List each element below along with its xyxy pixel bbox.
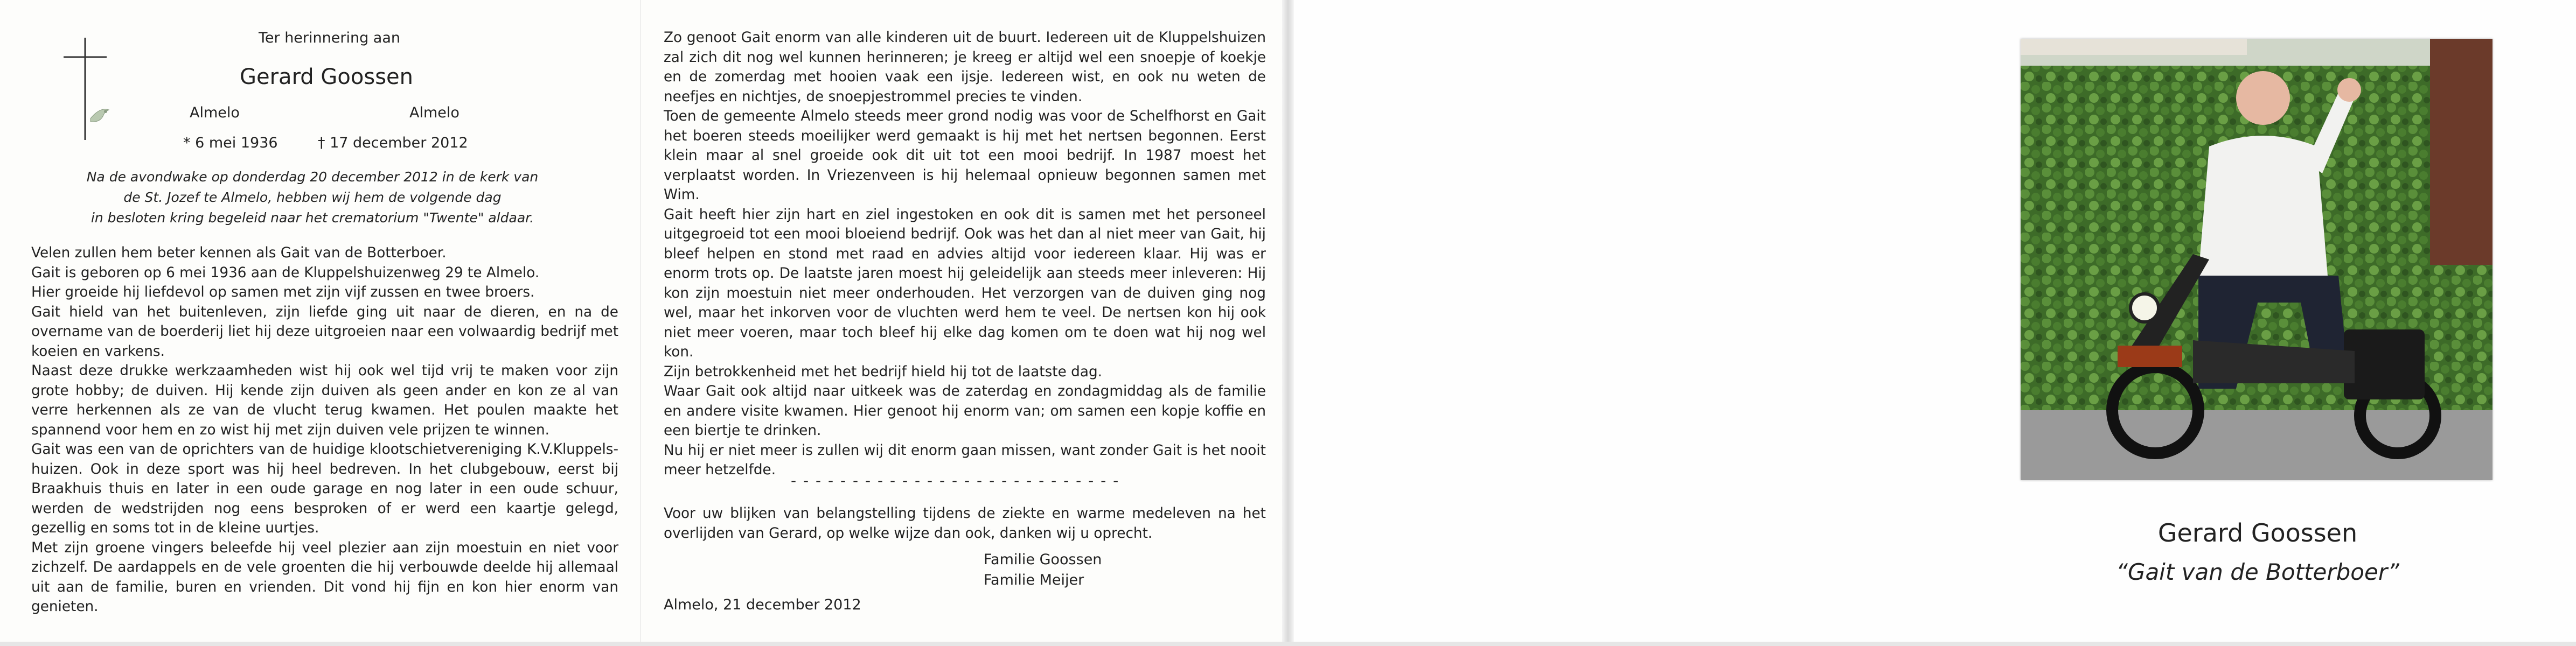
man-on-moped-photo xyxy=(2021,39,2493,480)
caption-name: Gerard Goossen xyxy=(2157,518,2358,547)
scan-edge xyxy=(0,642,2576,646)
in-memory-heading: Ter herinnering aan xyxy=(259,30,400,46)
death-date: † 17 december 2012 xyxy=(318,135,468,151)
paragraph: Gait is geboren op 6 mei 1936 aan de Kluppelshuizenweg 29 te Almelo. xyxy=(31,264,540,281)
paragraph: Gait heeft hier zijn hart en ziel ingestoken en ook dit is samen met het personeel uitgegroeid tot een mooi bloeiend bedrijf. Ook was het dan al niet meer van Gait, hij bleef helpen en stond met raad en advies altijd voor iedereen klaar. Hij was er enorm trots op. De laatste jaren moest hij geleidelijk aan steeds meer inleveren: Hij kon zijn moestuin niet meer onderhouden. Het verzorgen van de duiven ging nog wel, maar het inkorven voor de vluchten werd hem te veel. De nertsen kon hij ook niet meer voeren, maar toch bleef hij elke dag komen om te doen wat hij nog wel kon. xyxy=(664,206,1266,360)
funeral-intro xyxy=(65,167,560,228)
paragraph: Velen zullen hem beter kennen als Gait van de Botterboer. xyxy=(31,245,447,261)
birth-date: * 6 mei 1936 xyxy=(183,135,278,151)
caption-nickname: “Gait van de Botterboer” xyxy=(2116,559,2399,585)
paragraph: Gait was een van de oprichters van de huidige klootschietvereniging K.V.Kluppels-huizen. Ook in deze sport was hij heel bedreven. In het clubgebouw, eerst bij Braakhuis thuis en later in een oude garage en nog later in een oude schuur, werden de wedstrijden nog eens besproken of er werd een kaartje gelegd, gezellig en soms tot in de kleine uurtjes. xyxy=(31,441,618,536)
life-story-part-1 xyxy=(31,243,618,617)
cross-with-dove-icon xyxy=(64,38,112,140)
portrait-photo xyxy=(2021,39,2493,480)
paragraph: Naast deze drukke werkzaamheden wist hij ook wel tijd vrij te maken voor zijn grote hobby; de duiven. Hij kende zijn duiven als geen ander en kon ze al van verre herkennen als ze van de vlucht terug kwamen. Het poulen maakte het spannend voor hem en zo wist hij met zijn duiven vele prijzen te winnen. xyxy=(31,363,618,438)
life-story-part-2 xyxy=(664,28,1266,480)
family-signature: Familie Meijer xyxy=(984,572,1084,588)
card-fold xyxy=(1282,0,1294,642)
thank-you-text xyxy=(664,504,1266,544)
left-inner-page xyxy=(0,0,641,642)
paragraph: Voor uw blijken van belangstelling tijdens de ziekte en warme medeleven na het overlijden van Gerard, op welke wijze dan ook, danken wij u oprecht. xyxy=(664,505,1266,542)
place-and-date: Almelo, 21 december 2012 xyxy=(664,596,861,613)
paragraph: Nu hij er niet meer is zullen wij dit enorm gaan missen, want zonder Gait is het nooit meer hetzelfde. xyxy=(664,442,1266,478)
intro-line: de St. Jozef te Almelo, hebben wij hem de volgende dag xyxy=(123,189,502,205)
paragraph: Met zijn groene vingers beleefde hij veel plezier aan zijn moestuin en niet voor zichzelf. De aardappels en de vele groenten die hij verbouwde deelde hij allemaal uit aan de familie, buren en vrienden. Dit vond hij fijn en kon hier enorm van genieten. xyxy=(31,539,618,615)
birth-place: Almelo xyxy=(190,104,240,121)
death-place: Almelo xyxy=(409,104,459,121)
cover-page xyxy=(1293,0,2576,642)
intro-line: in besloten kring begeleid naar het crematorium "Twente" aldaar. xyxy=(90,210,534,226)
paragraph: Waar Gait ook altijd naar uitkeek was de zaterdag en zondagmiddag als de familie en andere visite kwamen. Hier genoot hij enorm van; om samen een kopje koffie en een biertje te drinken. xyxy=(664,383,1266,439)
family-signature: Familie Goossen xyxy=(984,551,1102,568)
paragraph: Hier groeide hij liefdevol op samen met zijn vijf zussen en twee broers. xyxy=(31,284,535,300)
intro-line: Na de avondwake op donderdag 20 december 2012 in de kerk van xyxy=(86,169,539,185)
paragraph: Toen de gemeente Almelo steeds meer grond nodig was voor de Schelfhorst en Gait het boeren steeds moeilijker werd gemaakt is hij met het nertsen begonnen. Eerst klein maar al snel groeide ook dit uit tot een mooi bedrijf. In 1987 moest het verplaatst worden. In Vriezenveen is hij helemaal opnieuw begonnen samen met Wim. xyxy=(664,108,1266,203)
paragraph: Zijn betrokkenheid met het bedrijf hield hij tot de laatste dag. xyxy=(664,363,1103,380)
separator-line: - - - - - - - - - - - - - - - - - - - - - - - - - - - xyxy=(791,472,1120,489)
deceased-name: Gerard Goossen xyxy=(240,65,413,89)
paragraph: Gait hield van het buitenleven, zijn liefde ging uit naar de dieren, en na de overname van de boerderij liet hij deze uitgroeien naar een volwaardig bedrijf met koeien en varkens. xyxy=(31,304,618,360)
paragraph: Zo genoot Gait enorm van alle kinderen uit de buurt. Iedereen uit de Kluppelshuizen zal zich dit nog wel kunnen herinneren; je kreeg er altijd wel een snoepje of koekje en de zomerdag met hooien vaak een ijsje. Iedereen wist, en ook nu weten de neefjes en nichtjes, de snoepjestrommel precies te vinden. xyxy=(664,30,1266,105)
right-inner-page xyxy=(641,0,1287,642)
